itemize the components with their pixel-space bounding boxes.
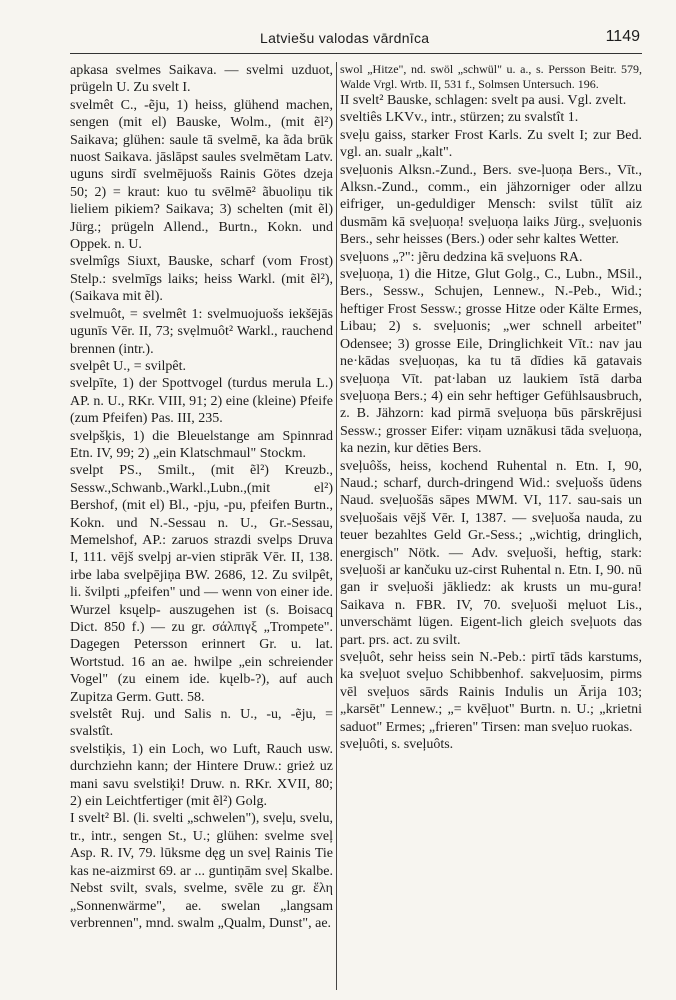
- dictionary-entry: apkasa svelmes Saikava. — svelmi uzduot, prügeln U. Zu svelt I.: [70, 63, 333, 96]
- right-column: [340, 62, 642, 992]
- dictionary-entry: sveļuons „?": jẽru dedzina kā sveļuons RA.: [340, 249, 583, 265]
- column-divider: [336, 62, 337, 990]
- dictionary-entry: svelmîgs Siuxt, Bauske, scharf (vom Frost) Stelp.: svelmīgs laiks; heiss Warkl. (mit ẽl²), (Saikava mit ẽl).: [70, 254, 333, 305]
- page-header: [70, 30, 670, 52]
- dictionary-entry: svelpīte, 1) der Spottvogel (turdus merula L.) AP. n. U., RKr. VIII, 91; 2) eine (kleine) Pfeife (zum Pfeifen) Pas. III, 235.: [70, 376, 333, 427]
- left-column: [70, 62, 333, 992]
- dictionary-entry: II svelt² Bauske, schlagen: svelt pa ausi. Vgl. zvelt.: [340, 93, 627, 108]
- dictionary-entry: swol „Hitze", nd. swöl „schwül" u. a., s. Persson Beitr. 579, Walde Vrgl. Wrtb. II, 531 f., Solmsen Untersuch. 196.: [340, 62, 642, 91]
- dictionary-entry: sveļuôšs, heiss, kochend Ruhental n. Etn. I, 90, Naud.; scharf, durch-dringend Wid.: sveļuošs ūdens Naud. sveļuošās sāpes MWM. VI, 117. sau-sais un sveļuošais vējš Vēr. I, 1387. — sveļuoša nauda, zu teuer bezahltes Geld Gr.-Sess.; „wichtig, dringlich, energisch" Nötk. — Adv. sveļuoši, heftig, stark: sveļuoši ar kančuku uz-cirst Ruhental n. Etn. I, 90. nū gan ir sveļuoši jākliedz: ak krusts un mu-gura! Saikava n. FBR. IV, 70. sveļuoši mẹluot Lis., unverschämt lügen. Eigent-lich gleich sveļuots das part. prs. act. zu svilt.: [340, 458, 642, 648]
- dictionary-entry: sveļuoņa, 1) die Hitze, Glut Golg., C., Lubn., MSil., Bers., Sessw., Schujen, Lennew., N.-Peb., Wid.; heftiger Frost Sessw.; grosse Hitze oder Kälte Ermes, Libau; 2) s. sveļuonis; „wer schnell arbeitet" Odensee; 3) grosse Eile, Dringlichkeit Vīt.: nav jau ne·kādas sveļuoņas, ka tu tā dīdies kā gatavais sveļuoņa Vīt. pat·laban uz laukiem īstā darba sveļuoņa Bers.; 4) ein sehr heftiger Gefühlsausbruch, z. B. Jähzorn: kad pirmā sveļuoņa būs pārskrējusi Sessw.; grosser Eifer: viņam uznākusi tāda sveļuoņa, ka nezin, kur dēties Bers.: [340, 267, 642, 457]
- dictionary-entry: svelpt PS., Smilt., (mit ẽl²) Kreuzb., Sessw.,Schwanb.,Warkl.,Lubn.,(mit el²) Bershof, (mit el) Bl., -pju, -pu, pfeifen Burtn., Kokn. und N.-Sessau n. U., Gr.-Sessau, Memelshof, AP.: zaruos strazdi svelps Druva I, 111. vējš svelpj ar-vien stiprāk Vēr. II, 138. irbe laba svelpējiņa BW. 2686, 12. Zu svilpêt, li. švilpti „pfeifen" und — wenn von einer ide. Wurzel ksųelp- auszugehen ist (s. Boisacq Dict. 850 f.) — zu gr. σάλπιγξ „Trompete". Dagegen Petersson erinnert Gr. u. lat. Wortstud. 16 an ae. hwilpe „ein schreiender Vogel" (zu einem ide. kųelb-?), auf auch Zupitza Germ. Gutt. 58.: [70, 463, 333, 705]
- header-rule: [70, 53, 642, 54]
- dictionary-entry: svelpêt U., = svilpêt.: [70, 358, 186, 374]
- page-number: 1149: [605, 28, 640, 45]
- dictionary-entry: svelpšķis, 1) die Bleuelstange am Spinnrad Etn. IV, 99; 2) „ein Klatschmaul" Stockm.: [70, 428, 333, 461]
- dictionary-entry: sveļuôti, s. sveļuôts.: [340, 737, 454, 753]
- dictionary-entry: svelmêt C., -ẽju, 1) heiss, glühend machen, sengen (mit el) Bauske, Wolm., (mit ẽl²) Saikava; glühen: saule tā svelmē, ka ãda brūk nuost Saikava. jāslāpst saules svelmētam Latv. uguns sirdī svelmējuošs Rainis Götes dzeja 50; 2) = kraut: kuo tu svēlmē² ãbuoliņu tik lieliem pikiem? Saikava; 3) schelten (mit ẽl) Jürg.; prügeln Allend., Burtn., Kokn. und Oppek. n. U.: [70, 97, 333, 253]
- dictionary-title: Latviešu valodas vārdnīca: [260, 30, 430, 46]
- dictionary-entry: svelstêt Ruj. und Salis n. U., -u, -ẽju, = svalstît.: [70, 707, 333, 740]
- dictionary-entry: sveltiês LKVv., intr., stürzen; zu svalstît 1.: [340, 110, 579, 126]
- dictionary-entry: I svelt² Bl. (li. svelti „schwelen"), sveļu, svelu, tr., intr., sengen St., U.; glühen: svelme sveļ Asp. R. IV, 79. lūksme dęg un sveļ Rainis Tie kas ne-aizmirst 69. ar ... guntiņām sveļ Skalbe. Nebst svilt, svals, svelme, svēle zu gr. ἕλη „Sonnenwärme", ae. swelan „langsam verbrennen", mnd. swalm „Qualm, Dunst", ae.: [70, 811, 333, 931]
- dictionary-entry: sveļuonis Alksn.-Zund., Bers. sve-ļuoņa Bers., Vīt., Alksn.-Zund., comm., ein jähzorniger oder allzu eifriger, un-geduldiger Mensch: svilst tūlīt aiz dusmām kā sveļuoņa! sveļuoņa laiks Jürg., sveļuonis Bers., sehr heisses (Bers.) oder sehr kaltes Wetter.: [340, 162, 642, 248]
- dictionary-entry: svelmuôt, = svelmêt 1: svelmuojuošs iekšējās ugunīs Vēr. II, 73; svẹlmuôt² Warkl., rauchend brennen (intr.).: [70, 306, 333, 357]
- dictionary-entry: svelstiķis, 1) ein Loch, wo Luft, Rauch usw. durchziehn kann; der Hintere Druw.: grież uz mani savu svelstiķi! Druw. n. RKr. XVII, 80; 2) ein Leichtfertiger (mit ẽl²) Golg.: [70, 741, 333, 810]
- dictionary-entry: sveļuôt, sehr heiss sein N.-Peb.: pirtī tāds karstums, ka sveļuot sveļuo Schibbenhof. sakveļuosim, pirms vēl sveļuos sārds Rainis Indulis un Ārija 103; „karsēt" Lennew.; „= kvēļuot" Burtn. n. U.; „krietni saduot" Ermes; „frieren" Tirsen: man sveļuo ruokas.: [340, 650, 642, 735]
- dictionary-entry: sveļu gaiss, starker Frost Karls. Zu svelt I; zur Bed. vgl. an. sualr „kalt".: [340, 127, 642, 161]
